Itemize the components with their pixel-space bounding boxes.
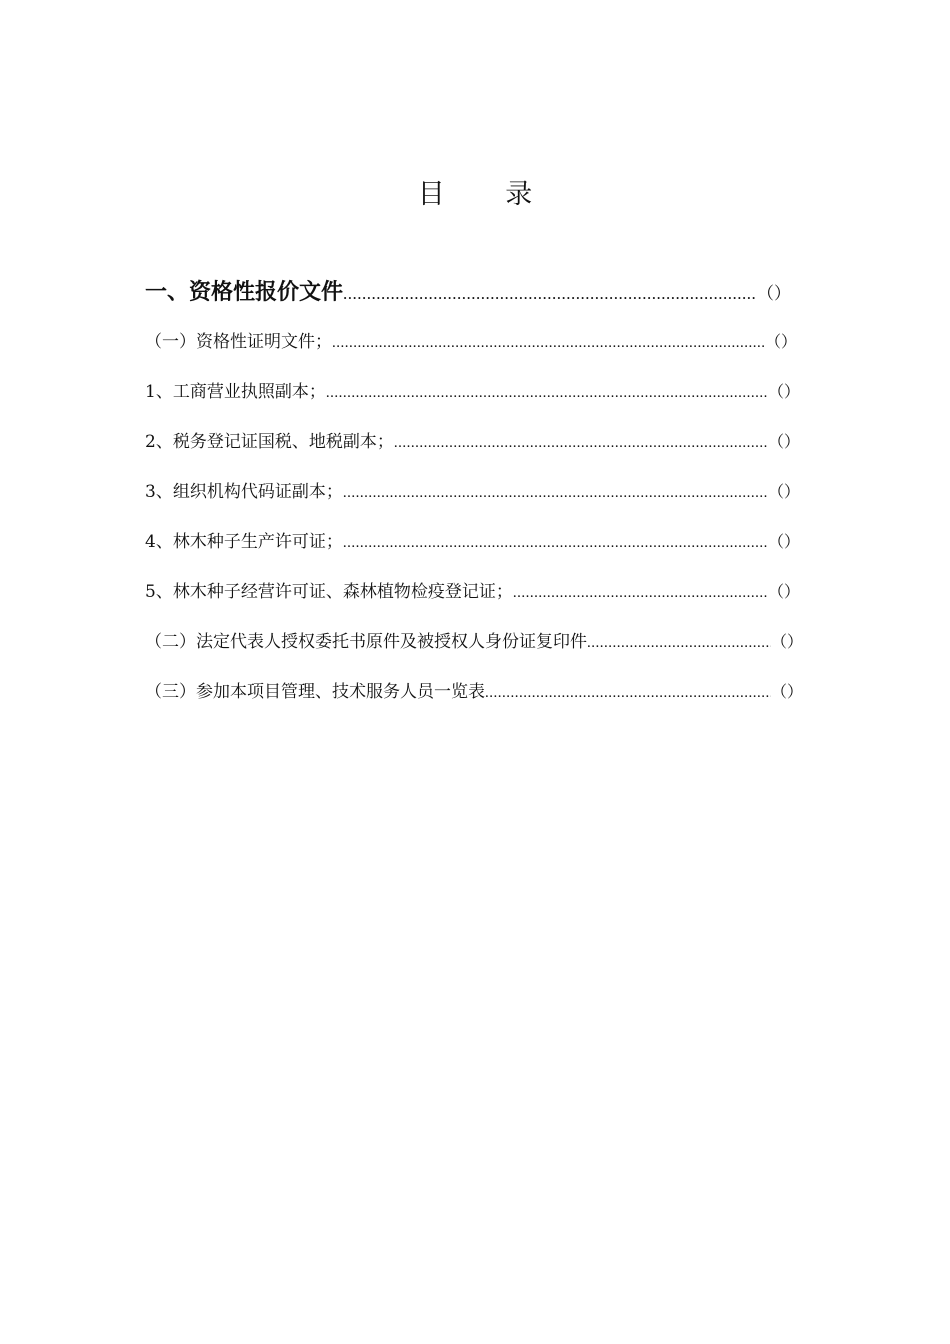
dot-leader — [587, 635, 771, 652]
toc-entry[interactable] — [145, 527, 800, 552]
dot-leader — [326, 385, 768, 402]
toc-entry-label: 3、组织机构代码证副本； — [145, 482, 343, 502]
toc-page-ref: （） — [767, 432, 800, 451]
toc-page-ref: （） — [767, 382, 800, 401]
toc-page-ref: （） — [767, 582, 800, 601]
toc-page-ref: （） — [770, 682, 803, 701]
dot-leader — [485, 685, 771, 702]
toc-entry[interactable] — [145, 677, 803, 702]
toc-entry[interactable] — [145, 275, 791, 306]
dot-leader — [513, 585, 768, 602]
toc-entry-label: 4、林木种子生产许可证； — [145, 532, 343, 552]
toc-entry-label: 2、税务登记证国税、地税副本； — [145, 432, 394, 452]
toc-page-ref: （） — [764, 332, 797, 351]
toc-entry-label: 1、工商营业执照副本； — [145, 382, 326, 402]
toc-entry[interactable] — [145, 627, 803, 652]
toc-page-ref: （） — [757, 284, 791, 304]
toc-entry-label: 一、资格性报价文件 — [145, 280, 344, 305]
dot-leader — [332, 335, 765, 352]
toc-page-ref: （） — [767, 532, 800, 551]
toc-page-ref: （） — [770, 632, 803, 651]
toc-entry[interactable] — [145, 427, 800, 452]
dot-leader — [394, 435, 768, 452]
toc-entry-label: （一）资格性证明文件； — [145, 332, 332, 352]
dot-leader — [343, 535, 768, 552]
toc-entry[interactable] — [145, 477, 800, 502]
toc-entry[interactable] — [145, 577, 800, 602]
toc-entry-label: （二）法定代表人授权委托书原件及被授权人身份证复印件 — [145, 632, 587, 652]
dot-leader — [343, 485, 768, 502]
toc-entry[interactable] — [145, 377, 800, 402]
toc-entry-label: 5、林木种子经营许可证、森林植物检疫登记证； — [145, 582, 513, 602]
toc-entry-label: （三）参加本项目管理、技术服务人员一览表 — [145, 682, 485, 702]
toc-entry[interactable] — [145, 327, 797, 352]
dot-leader — [343, 284, 757, 304]
toc-page-ref: （） — [767, 482, 800, 501]
toc-title: 目 录 — [417, 179, 559, 210]
